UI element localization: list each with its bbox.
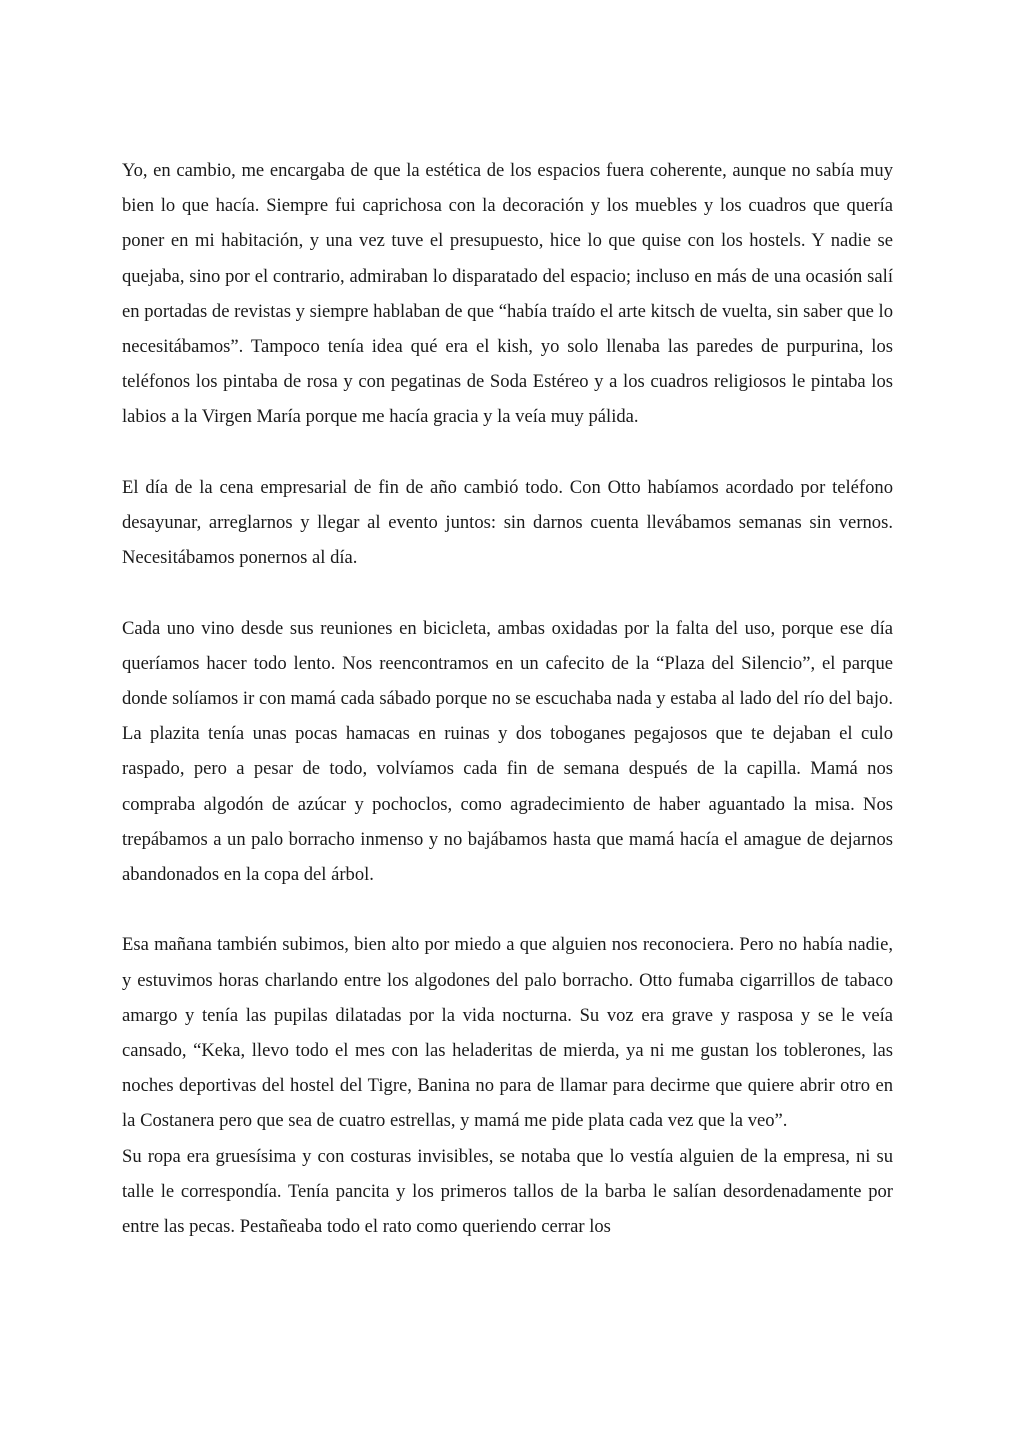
paragraph-2: El día de la cena empresarial de fin de año cambió todo. Con Otto habíamos acordado por teléfono desayunar, arreglarnos y llegar al evento juntos: sin darnos cuenta llevábamos semanas sin vernos. Necesitábamos ponernos al día. [122,476,893,569]
paragraph-1: Yo, en cambio, me encargaba de que la estética de los espacios fuera coherente, aunque no sabía muy bien lo que hacía. Siempre fui caprichosa con la decoración y los muebles y los cuadros que quería poner en mi habitación, y una vez tuve el presupuesto, hice lo que quise con los hostels. Y nadie se quejaba, sino por el contrario, admiraban lo disparatado del espacio; incluso en más de una ocasión salí en portadas de revistas y siempre hablaban de que “había traído el arte kitsch de vuelta, sin saber que lo necesitábamos”. Tampoco tenía idea qué era el kish, yo solo llenaba las paredes de purpurina, los teléfonos los pintaba de rosa y con pegatinas de Soda Estéreo y a los cuadros religiosos le pintaba los labios a la Virgen María porque me hacía gracia y la veía muy pálida. [122,160,893,428]
paragraph-3: Cada uno vino desde sus reuniones en bicicleta, ambas oxidadas por la falta del uso, porque ese día queríamos hacer todo lento. Nos reencontramos en un cafecito de la “Plaza del Silencio”, el parque donde solíamos ir con mamá cada sábado porque no se escuchaba nada y estaba al lado del río del bajo. La plazita tenía unas pocas hamacas en ruinas y dos toboganes pegajosos que te dejaban el culo raspado, pero a pesar de todo, volvíamos cada fin de semana después de la capilla. Mamá nos compraba algodón de azúcar y pochoclos, como agradecimiento de haber aguantado la misa. Nos trepábamos a un palo borracho inmenso y no bajábamos hasta que mamá hacía el amague de dejarnos abandonados en la copa del árbol. [122,617,893,886]
paragraph-5: Su ropa era gruesísima y con costuras invisibles, se notaba que lo vestía alguien de la empresa, ni su talle le correspondía. Tenía pancita y los primeros tallos de la barba le salían desordenadamente por entre las pecas. Pestañeaba todo el rato como queriendo cerrar los [122,1145,893,1238]
document-body [122,153,893,1244]
paragraph-4: Esa mañana también subimos, bien alto por miedo a que alguien nos reconociera. Pero no había nadie, y estuvimos horas charlando entre los algodones del palo borracho. Otto fumaba cigarrillos de tabaco amargo y tenía las pupilas dilatadas por la vida nocturna. Su voz era grave y rasposa y se le veía cansado, “Keka, llevo todo el mes con las heladeritas de mierda, ya ni me gustan los toblerones, las noches deportivas del hostel del Tigre, Banina no para de llamar para decirme que quiere abrir otro en la Costanera pero que sea de cuatro estrellas, y mamá me pide plata cada vez que la veo”. [122,934,893,1132]
